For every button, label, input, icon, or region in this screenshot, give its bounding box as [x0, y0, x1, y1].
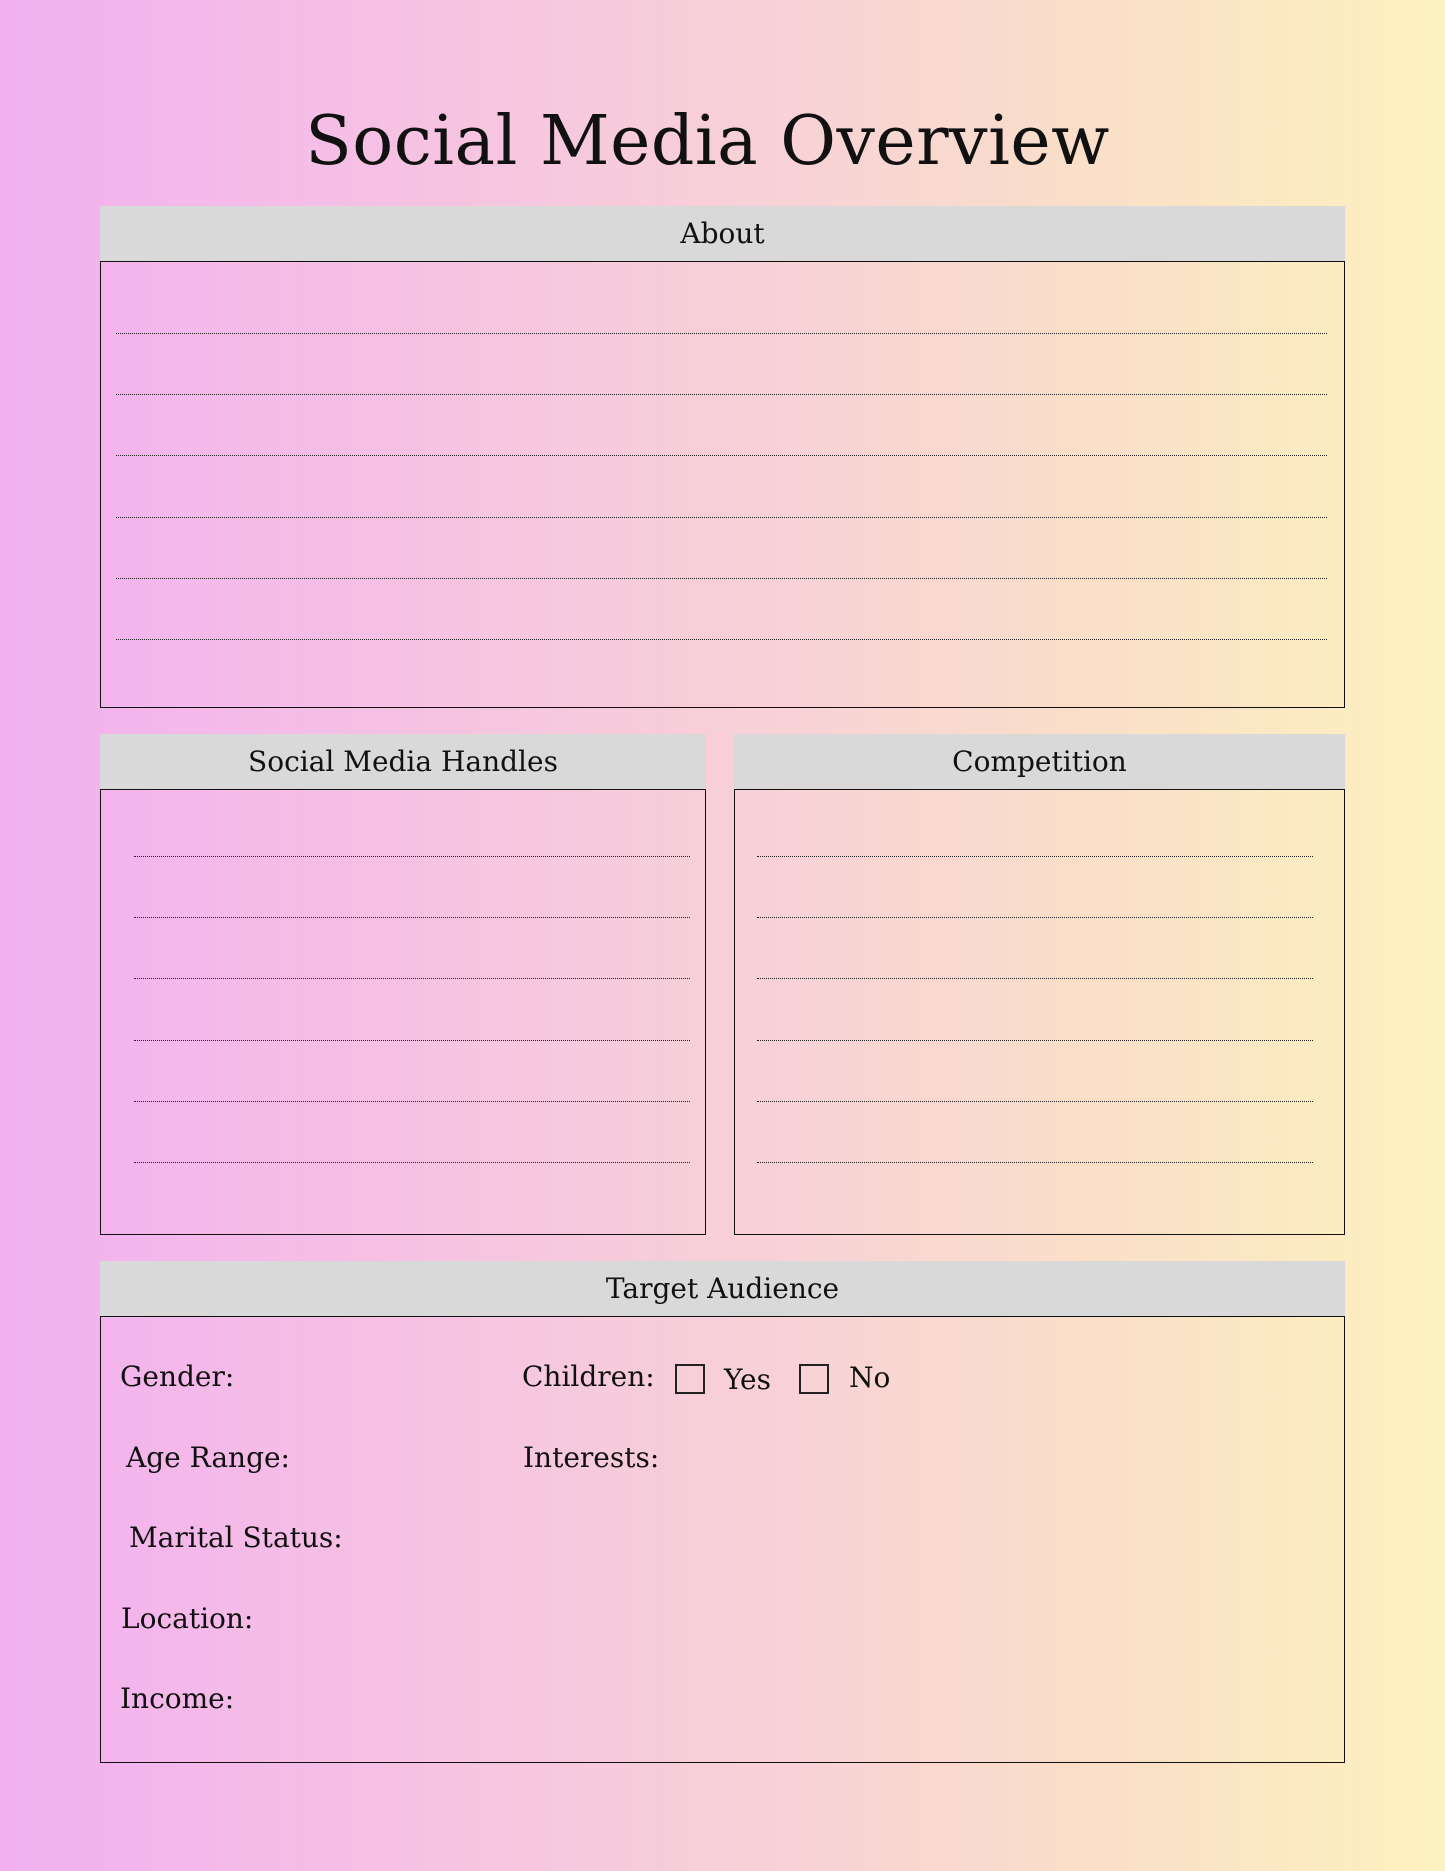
- competition-line: [757, 978, 1313, 979]
- about-line: [116, 333, 1327, 334]
- children-yes-checkbox[interactable]: [675, 1364, 705, 1394]
- target-audience-header: Target Audience: [100, 1261, 1345, 1316]
- about-line: [116, 578, 1327, 579]
- handles-line: [134, 1040, 690, 1041]
- competition-line: [757, 1040, 1313, 1041]
- about-box[interactable]: [100, 261, 1345, 708]
- competition-line: [757, 917, 1313, 918]
- children-label: Children:: [522, 1360, 655, 1393]
- competition-line: [757, 1162, 1313, 1163]
- page-title: Social Media Overview: [305, 102, 1110, 181]
- interests-label: Interests:: [523, 1441, 660, 1474]
- handles-header: Social Media Handles: [100, 734, 706, 789]
- about-line: [116, 394, 1327, 395]
- income-label: Income:: [120, 1682, 235, 1715]
- competition-line: [757, 856, 1313, 857]
- handles-line: [134, 978, 690, 979]
- about-header: About: [100, 206, 1345, 261]
- children-no-checkbox[interactable]: [799, 1364, 829, 1394]
- gender-label: Gender:: [120, 1360, 235, 1393]
- marital-status-label: Marital Status:: [129, 1521, 343, 1554]
- children-yes-label: Yes: [724, 1363, 771, 1396]
- location-label: Location:: [121, 1602, 254, 1635]
- age-range-label: Age Range:: [126, 1441, 290, 1474]
- handles-line: [134, 1101, 690, 1102]
- children-no-label: No: [849, 1361, 891, 1394]
- competition-line: [757, 1101, 1313, 1102]
- competition-header: Competition: [734, 734, 1345, 789]
- about-line: [116, 455, 1327, 456]
- about-line: [116, 639, 1327, 640]
- handles-line: [134, 1162, 690, 1163]
- about-line: [116, 517, 1327, 518]
- handles-line: [134, 917, 690, 918]
- handles-line: [134, 856, 690, 857]
